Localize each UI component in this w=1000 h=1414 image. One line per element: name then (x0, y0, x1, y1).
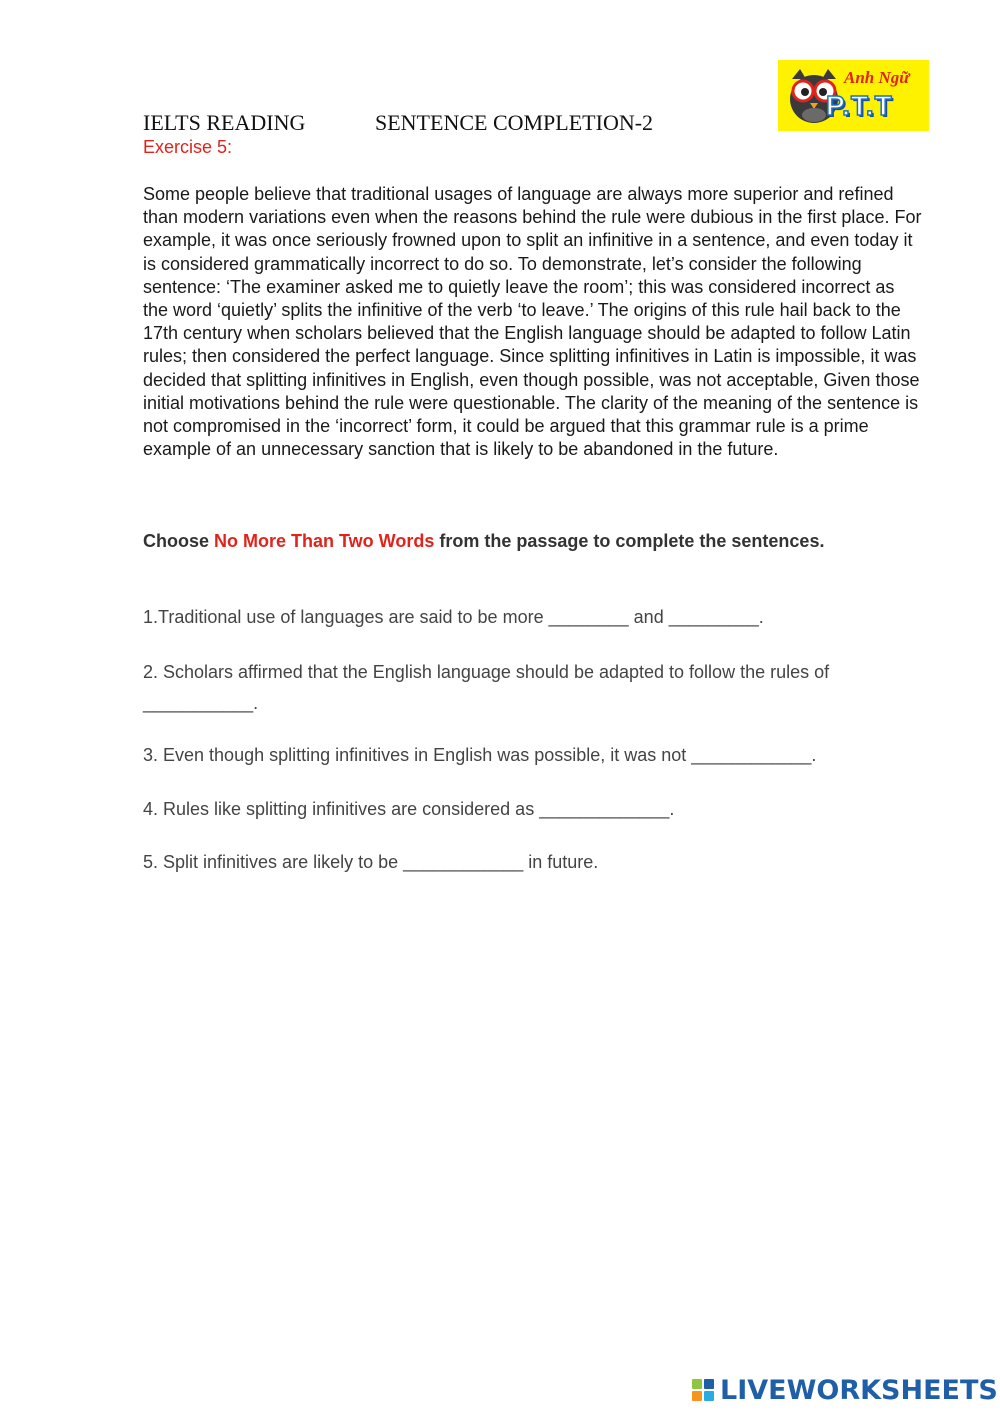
question-5: 5. Split infinitives are likely to be ____________ in future. (143, 852, 599, 872)
instruction-prefix: Choose (143, 531, 215, 551)
instruction-highlight: No More Than Two Words (214, 531, 435, 551)
subject-title: IELTS READING (143, 110, 306, 135)
question-1: 1.Traditional use of languages are said to be more ________ and _________. (143, 607, 764, 627)
liveworksheets-wordmark: LIVEWORKSHEETS (720, 1374, 998, 1406)
logo (778, 60, 929, 131)
question-3: 3. Even though splitting infinitives in English was possible, it was not ____________. (143, 745, 817, 765)
worksheet-title: SENTENCE COMPLETION-2 (375, 110, 654, 135)
reading-passage: Some people believe that traditional usages of language are always more superior and refined than modern variations even when the reasons behind the rule were dubious in the first place. For example, it was once seriously frowned upon to split an infinitive in a sentence, and even today it is considered grammatically incorrect to do so. To demonstrate, let’s consider the following sentence: ‘The examiner asked me to quietly leave the room’; this was considered incorrect as the word ‘quietly’ splits the infinitive of the verb ‘to leave.’ The origins of this rule hail back to the 17th century when scholars believed that the English language should be adapted to follow Latin rules; then considered the perfect language. Since splitting infinitives in Latin is impossible, it was decided that splitting infinitives in English, even though possible, was not acceptable, Given those initial motivations behind the rule were questionable. The clarity of the meaning of the sentence is not compromised in the ‘incorrect’ form, it could be argued that this grammar rule is a prime example of an unnecessary sanction that is likely to be abandoned in the future. (143, 184, 922, 460)
liveworksheets-logo-icon (692, 1379, 714, 1401)
logo-script-text: Anh Ngữ (844, 68, 910, 87)
logo-main-text: P.T.T (826, 90, 893, 121)
question-2: 2. Scholars affirmed that the English language should be adapted to follow the rules of ___________. (143, 662, 830, 713)
worksheet-header (143, 110, 653, 136)
question-4: 4. Rules like splitting infinitives are considered as _____________. (143, 799, 675, 819)
exercise-label: Exercise 5: (143, 137, 233, 157)
instruction-suffix: from the passage to complete the sentences. (434, 531, 825, 551)
instruction (143, 530, 883, 554)
liveworksheets-brand (692, 1374, 998, 1406)
